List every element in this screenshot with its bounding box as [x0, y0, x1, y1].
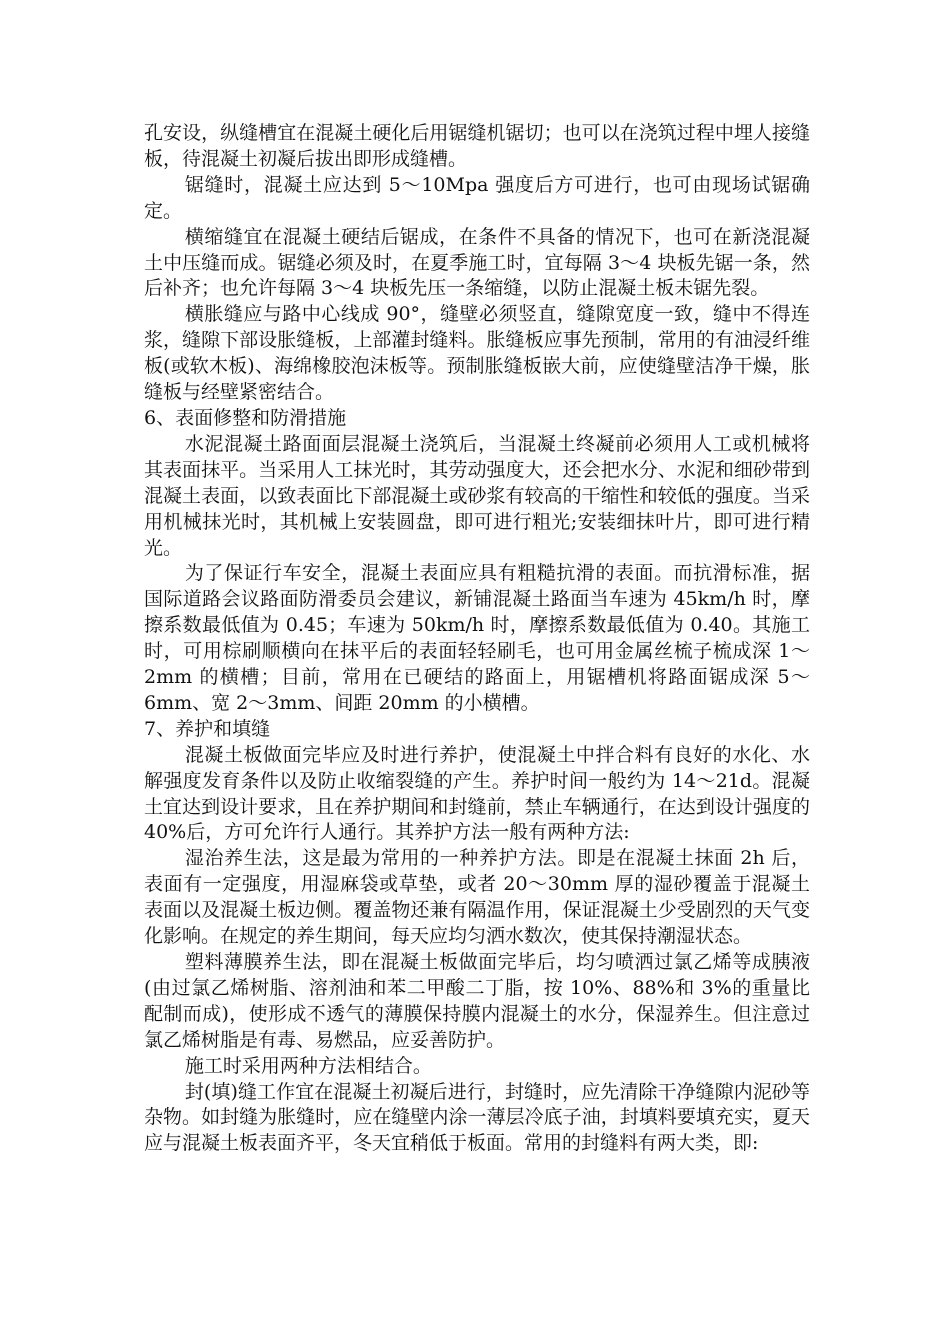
paragraph: 为了保证行车安全，混凝土表面应具有粗糙抗滑的表面。而抗滑标准，据国际道路会议路面防滑委员会建议，新铺混凝土路面当车速为 45km/h 时，摩擦系数最低值为 0.45；车速为 50km/h 时，摩擦系数最低值为 0.40。其施工时，可用棕刷顺横向在抹平后的表面轻轻刷毛，也可用金属丝梳子梳成深 1～2mm 的横槽；目前，常用在已硬结的路面上，用锯槽机将路面锯成深 5～6mm、宽 2～3mm、间距 20mm 的小横槽。 [144, 562, 810, 714]
paragraph: 锯缝时，混凝土应达到 5～10Mpa 强度后方可进行，也可由现场试锯确定。 [144, 173, 810, 222]
paragraph: 孔安设，纵缝槽宜在混凝土硬化后用锯缝机锯切；也可以在浇筑过程中埋人接缝板，待混凝土初凝后拔出即形成缝槽。 [144, 122, 810, 170]
paragraph: 水泥混凝土路面面层混凝土浇筑后，当混凝土终凝前必须用人工或机械将其表面抹平。当采用人工抹光时，其劳动强度大，还会把水分、水泥和细砂带到混凝土表面，以致表面比下部混凝土或砂浆有较高的干缩性和较低的强度。当采用机械抹光时，其机械上安装圆盘，即可进行粗光;安装细抹叶片，即可进行精光。 [144, 432, 810, 559]
paragraph: 混凝土板做面完毕应及时进行养护，使混凝土中拌合料有良好的水化、水解强度发育条件以及防止收缩裂缝的产生。养护时间一般约为 14～21d。混凝土宜达到设计要求，且在养护期间和封缝前，禁止车辆通行，在达到设计强度的 40%后，方可允许行人通行。其养护方法一般有两种方法: [144, 743, 810, 844]
paragraph: 封(填)缝工作宜在混凝土初凝后进行，封缝时，应先清除干净缝隙内泥砂等杂物。如封缝为胀缝时，应在缝壁内涂一薄层冷底子油，封填料要填充实，夏天应与混凝土板表面齐平，冬天宜稍低于板面。常用的封缝料有两大类，即: [144, 1080, 810, 1155]
section-heading: 6、表面修整和防滑措施 [144, 406, 347, 429]
paragraph: 横胀缝应与路中心线成 90°，缝壁必须竖直，缝隙宽度一致，缝中不得连浆，缝隙下部设胀缝板，上部灌封缝料。胀缝板应事先预制，常用的有油浸纤维板(或软木板)、海绵橡胶泡沫板等。预制胀缝板嵌大前，应使缝壁洁净干燥，胀缝板与经壁紧密结合。 [144, 303, 810, 404]
paragraph: 施工时采用两种方法相结合。 [184, 1054, 432, 1077]
paragraph: 湿治养生法，这是最为常用的一种养护方法。即是在混凝土抹面 2h 后，表面有一定强度，用湿麻袋或草垫，或者 20～30mm 厚的湿砂覆盖于混凝土表面以及混凝土板边侧。覆盖物还兼有隔温作用，保证混凝土少受剧烈的天气变化影响。在规定的养生期间，每天应均匀洒水数次，使其保持潮湿状态。 [144, 847, 810, 948]
paragraph: 塑料薄膜养生法，即在混凝土板做面完毕后，均匀喷洒过氯乙烯等成胰液(由过氯乙烯树脂、溶剂油和苯二甲酸二丁脂，按 10%、88%和 3%的重量比配制而成)，使形成不透气的薄膜保持膜内混凝土的水分，保湿养生。但注意过氯乙烯树脂是有毒、易燃品，应妥善防护。 [144, 951, 810, 1051]
document-body [144, 121, 810, 1157]
paragraph: 横缩缝宜在混凝土硬结后锯成，在条件不具备的情况下，也可在新浇混凝土中压缝而成。锯缝必须及时，在夏季施工时，宜每隔 3～4 块板先锯一条，然后补齐；也允许每隔 3～4 块板先压一条缩缝，以防止混凝土板未锯先裂。 [144, 225, 810, 300]
section-heading: 7、养护和填缝 [144, 717, 271, 740]
